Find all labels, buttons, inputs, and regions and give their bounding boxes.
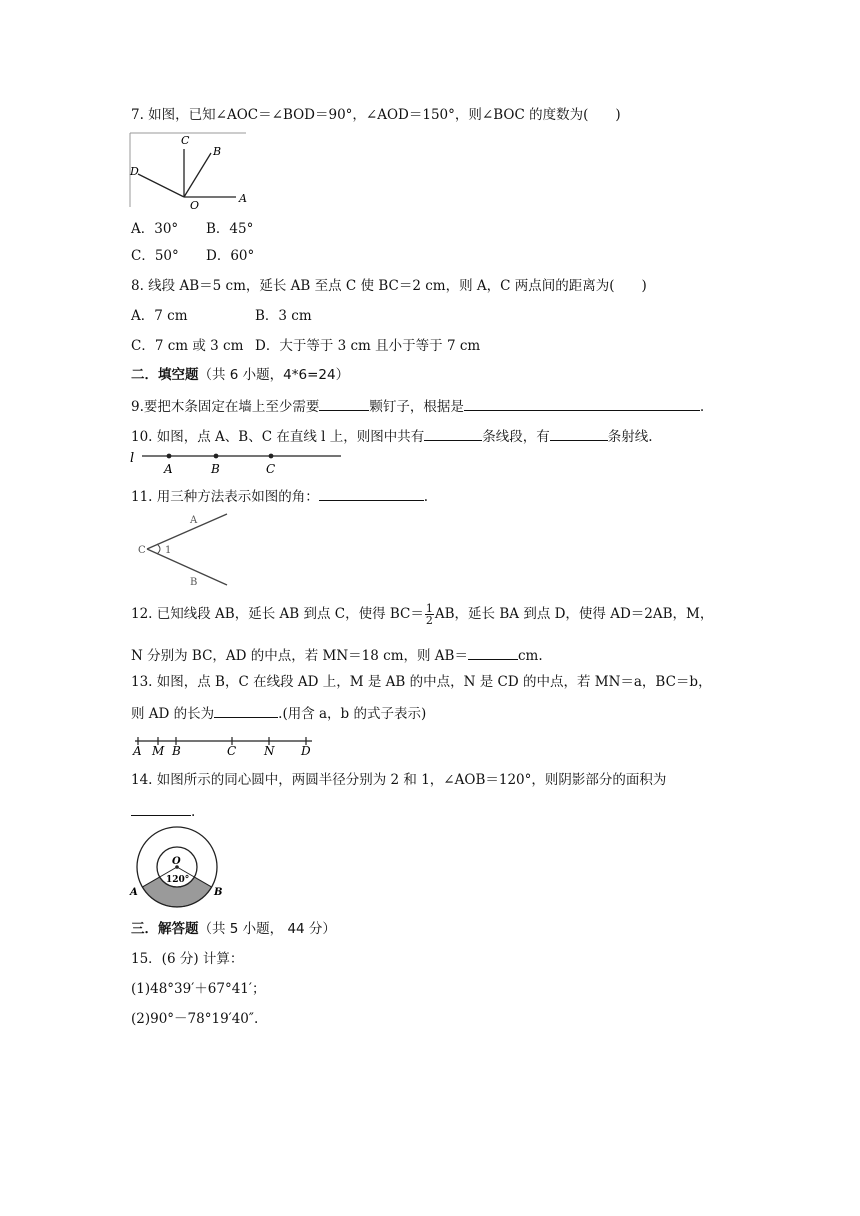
q7-option-a: A．30° — [131, 221, 179, 237]
section-2-subtitle: （共 6 小题，4*6=24） — [198, 367, 350, 383]
q9-blank-1[interactable] — [319, 396, 369, 411]
label-a: A — [239, 192, 247, 205]
q13-text-2: .(用含 a，b 的式子表示) — [278, 706, 427, 722]
q15-part-2: (2)90°－78°19′40″. — [131, 1011, 259, 1027]
label-b: B — [214, 887, 223, 898]
q9-end: . — [699, 399, 705, 415]
label-o: O — [172, 856, 181, 867]
label-b: B — [213, 145, 222, 158]
q8-option-a: A．7 cm — [131, 308, 188, 324]
label-c: C — [181, 134, 190, 147]
q9-line — [131, 396, 704, 416]
q10-text-3: 条射线. — [607, 429, 653, 445]
fraction-denominator: 2 — [425, 614, 433, 627]
q7-options-row1 — [131, 220, 253, 238]
q14-blank[interactable] — [131, 801, 191, 816]
q8-stem: 8. 线段 AB＝5 cm，延长 AB 至点 C 使 BC＝2 cm，则 A，C 两点间的距离为( ) — [131, 278, 647, 294]
section-2-title: 二．填空题 — [131, 367, 199, 383]
angle-arc — [157, 544, 160, 554]
label-o: O — [190, 199, 200, 211]
ray-ob — [184, 153, 211, 197]
q7-option-c: C．50° — [131, 248, 179, 264]
q10-text-2: 条线段，有 — [482, 429, 550, 445]
label-1: 1 — [165, 545, 172, 556]
q13-segment-figure — [130, 735, 320, 757]
label-d: D — [130, 165, 139, 178]
label-d: D — [301, 744, 311, 757]
q10-line — [131, 426, 653, 446]
q12-text-4: cm. — [517, 648, 543, 664]
ray-od — [138, 174, 184, 197]
q13-blank[interactable] — [214, 703, 278, 718]
q12-text-3: N 分别为 BC，AD 的中点，若 MN＝18 cm，则 AB＝ — [131, 648, 468, 664]
q11-end: . — [423, 489, 429, 505]
q13-text-1: 则 AD 的长为 — [131, 706, 215, 722]
section-3-title: 三．解答题 — [131, 921, 199, 937]
q10-text-1: 10. 如图，点 A、B、C 在直线 l 上，则图中共有 — [131, 429, 425, 445]
q10-line-figure — [128, 449, 348, 477]
q14-line-2 — [131, 801, 195, 821]
label-n: N — [264, 744, 275, 757]
q12-text-2: AB，延长 BA 到点 D，使得 AD＝2AB，M， — [434, 606, 714, 622]
q11-angle-figure — [130, 510, 234, 590]
point-b — [214, 454, 219, 459]
label-a: A — [130, 887, 138, 898]
q7-option-b: B．45° — [206, 221, 254, 237]
label-angle: 120° — [166, 875, 190, 885]
label-c: C — [138, 545, 146, 556]
q12-line-1 — [131, 603, 713, 626]
q13-line-2 — [131, 703, 426, 723]
q14-line-1: 14. 如图所示的同心圆中，两圆半径分别为 2 和 1，∠AOB＝120°，则阴影部分的面积为 — [131, 772, 667, 788]
q9-text-1: 9.要把木条固定在墙上至少需要 — [131, 399, 320, 415]
q10-blank-2[interactable] — [550, 426, 608, 441]
q15-stem: 15．(6 分) 计算： — [131, 951, 244, 967]
q9-text-2: 颗钉子，根据是 — [369, 399, 464, 415]
section-3-heading — [131, 920, 336, 938]
q11-text-1: 11. 用三种方法表示如图的角： — [131, 489, 319, 505]
q12-text-1: 12. 已知线段 AB，延长 AB 到点 C，使得 BC＝ — [131, 606, 424, 622]
q14-circle-figure — [128, 824, 228, 910]
q7-stem: 7. 如图，已知∠AOC＝∠BOD＝90°，∠AOD＝150°，则∠BOC 的度数为( ) — [131, 107, 621, 123]
point-c — [269, 454, 274, 459]
ray-ca — [147, 514, 227, 549]
q15-part-1: (1)48°39′＋67°41′； — [131, 981, 266, 997]
label-b: B — [190, 577, 198, 588]
label-b: B — [172, 744, 181, 757]
label-l: l — [130, 451, 135, 466]
q8-option-c: C．7 cm 或 3 cm — [131, 338, 244, 354]
q8-options-row1 — [131, 307, 312, 325]
section-2-heading — [131, 366, 349, 384]
q12-line-2 — [131, 645, 543, 665]
label-c: C — [266, 462, 276, 476]
fraction-numerator: 1 — [425, 602, 433, 615]
q7-options-row2 — [131, 247, 254, 265]
section-3-subtitle: （共 5 小题， 44 分） — [198, 921, 336, 937]
q8-option-b: B．3 cm — [255, 308, 312, 324]
q7-angle-figure — [128, 131, 252, 211]
label-a: A — [164, 462, 173, 476]
q8-option-d: D．大于等于 3 cm 且小于等于 7 cm — [255, 338, 481, 354]
point-a — [167, 454, 172, 459]
q11-line — [131, 486, 428, 506]
q11-blank[interactable] — [319, 486, 424, 501]
label-m: M — [152, 744, 165, 757]
label-c: C — [227, 744, 237, 757]
q10-blank-1[interactable] — [424, 426, 482, 441]
label-a: A — [133, 744, 142, 757]
q12-fraction — [425, 603, 434, 626]
q8-options-row2 — [131, 337, 480, 355]
label-b: B — [211, 462, 220, 476]
ray-cb — [147, 549, 227, 585]
q14-end: . — [191, 804, 196, 820]
q13-line-1: 13. 如图，点 B，C 在线段 AD 上，M 是 AB 的中点，N 是 CD 的中点，若 MN＝a，BC＝b， — [131, 674, 712, 690]
q12-blank[interactable] — [468, 645, 518, 660]
q9-blank-2[interactable] — [464, 396, 700, 411]
q7-option-d: D．60° — [206, 248, 255, 264]
label-a: A — [190, 515, 198, 526]
